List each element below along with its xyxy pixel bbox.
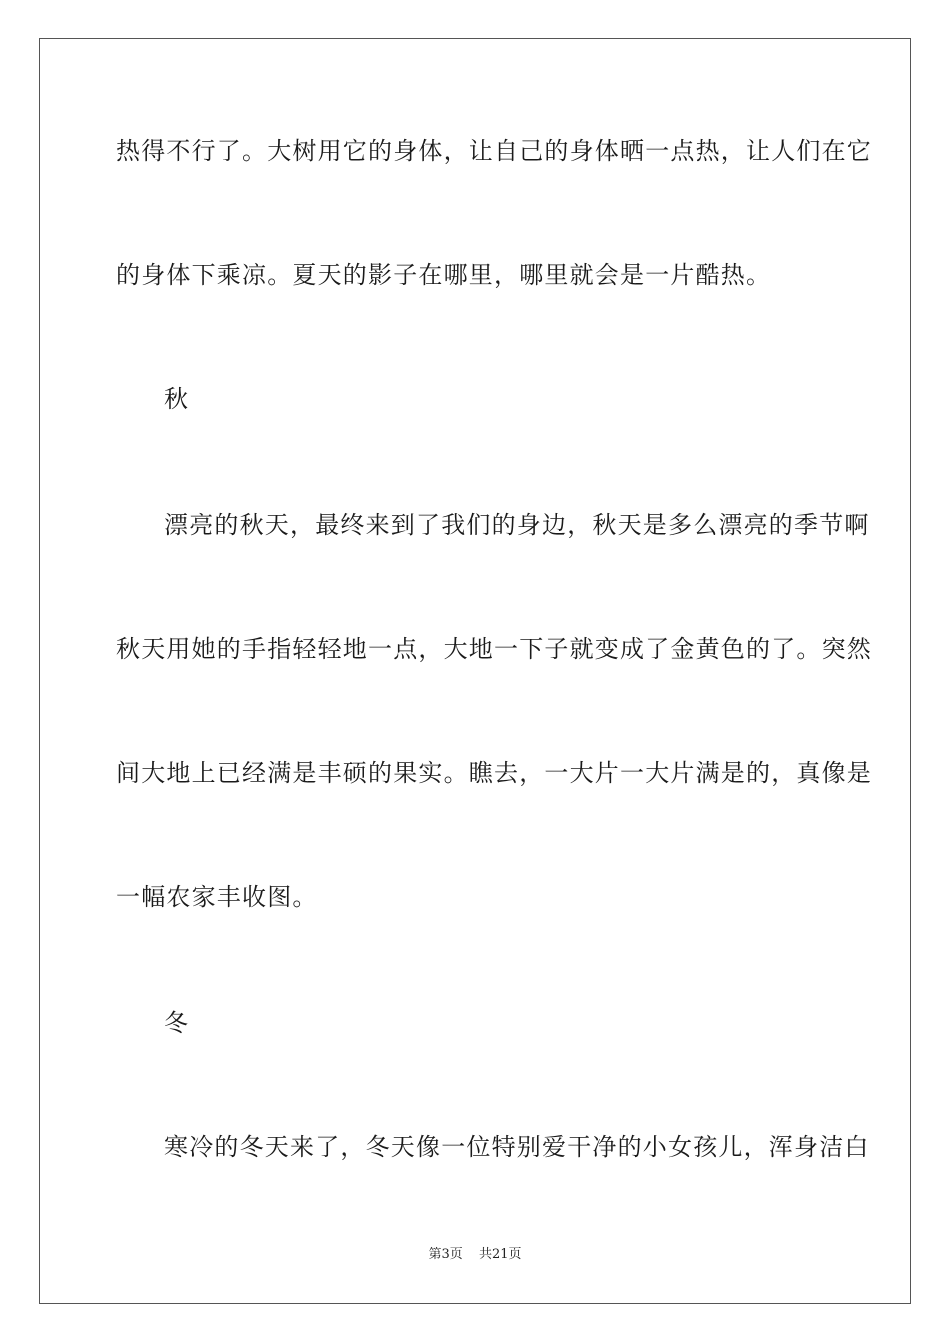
text-line: 一幅农家丰收图。 [116, 883, 318, 911]
page-total: 共21页 [478, 1247, 522, 1262]
section-heading-autumn: 秋 [164, 385, 190, 413]
page-border [39, 38, 911, 1304]
section-heading-winter: 冬 [164, 1009, 190, 1037]
text-line: 寒冷的冬天来了，冬天像一位特别爱干净的小女孩儿，浑身洁白 [164, 1133, 870, 1161]
text-line: 间大地上已经满是丰硕的果实。瞧去，一大片一大片满是的，真像是 [116, 759, 872, 787]
page-footer [0, 1246, 950, 1264]
text-line: 秋天用她的手指轻轻地一点，大地一下子就变成了金黄色的了。突然 [116, 635, 872, 663]
text-line: 漂亮的秋天，最终来到了我们的身边，秋天是多么漂亮的季节啊 [164, 511, 870, 539]
page-number: 第3页 [428, 1247, 463, 1262]
text-line: 的身体下乘凉。夏天的影子在哪里，哪里就会是一片酷热。 [116, 261, 772, 289]
text-line: 热得不行了。大树用它的身体，让自己的身体晒一点热，让人们在它 [116, 137, 872, 165]
